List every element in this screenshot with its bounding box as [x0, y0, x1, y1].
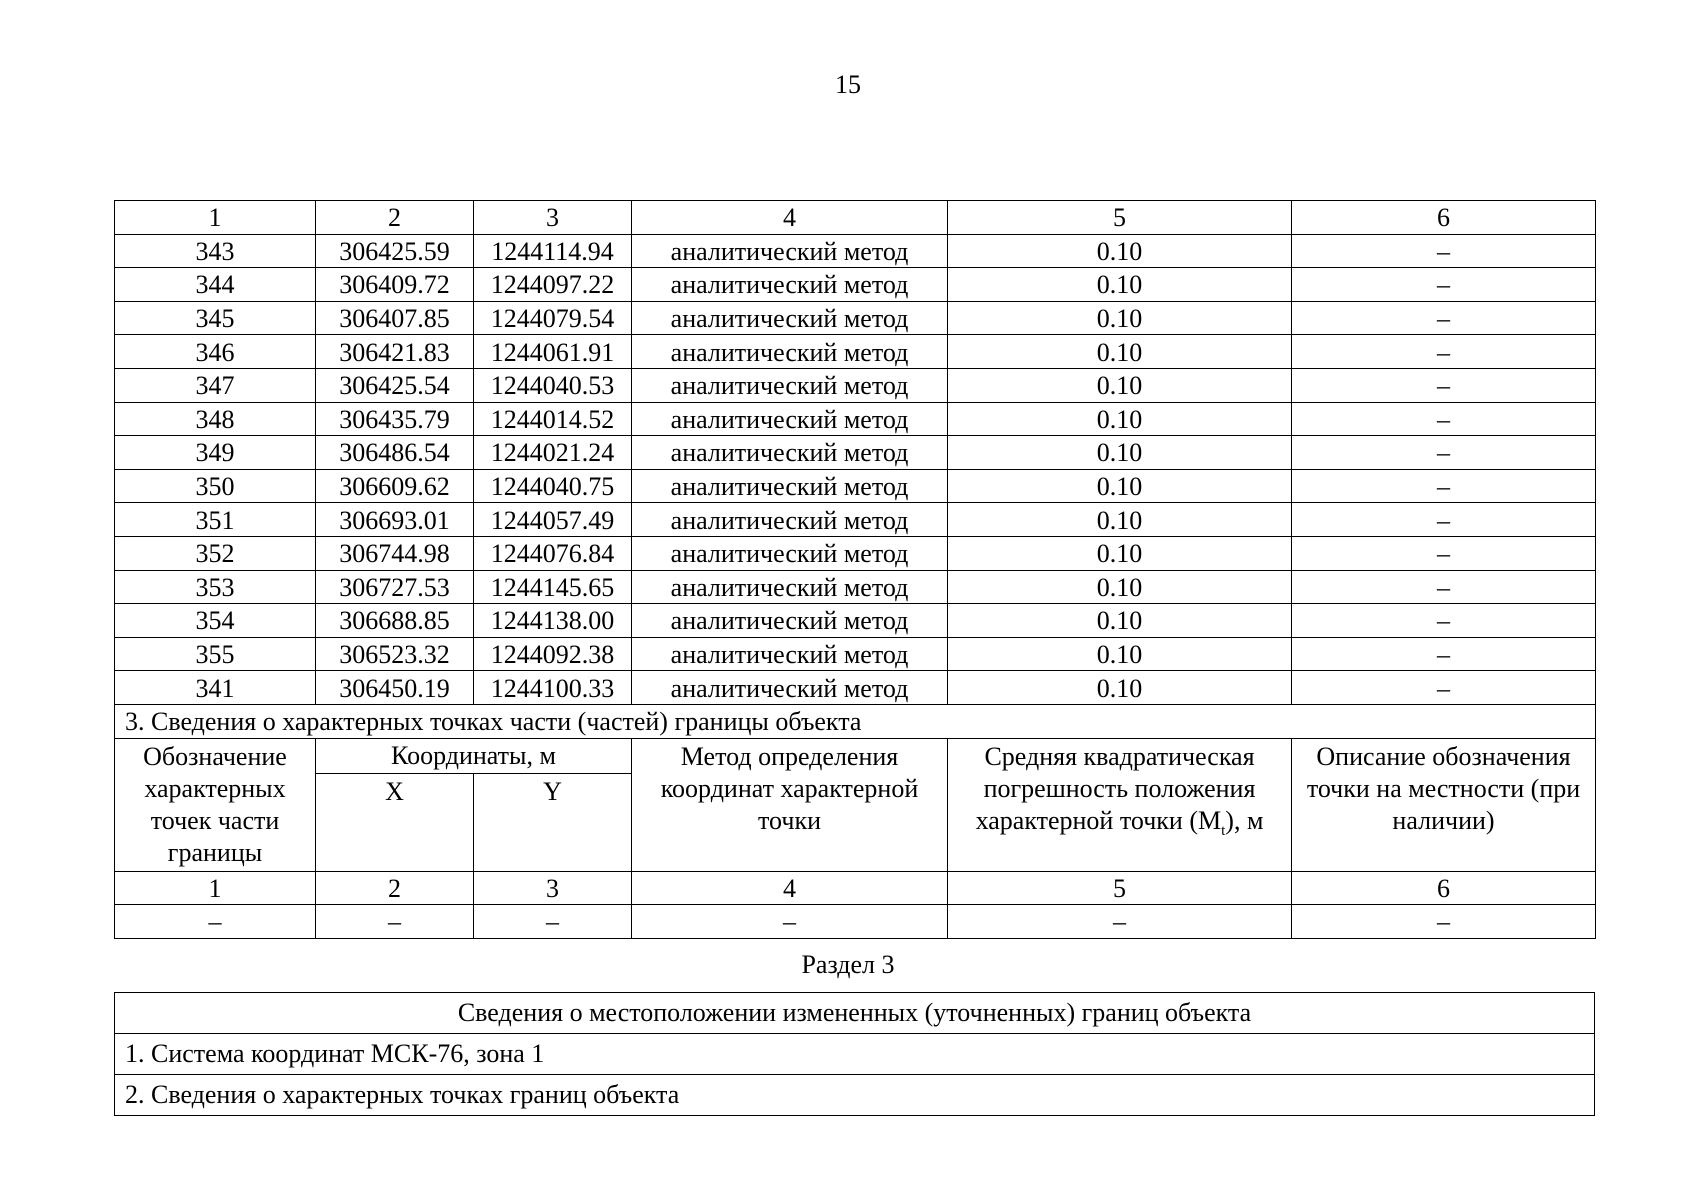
method-cell: аналитический метод	[632, 604, 948, 638]
point-id-cell: 354	[115, 604, 316, 638]
point-id-cell: 347	[115, 368, 316, 402]
x-header: X	[316, 773, 474, 871]
table-row	[115, 234, 1596, 268]
description-cell: –	[1292, 503, 1596, 537]
description-cell: –	[1292, 570, 1596, 604]
table-row	[115, 671, 1596, 705]
description-cell: –	[1292, 368, 1596, 402]
column-number: 1	[115, 871, 316, 905]
error-header	[948, 738, 1292, 871]
column-number: 3	[474, 871, 632, 905]
x-coordinate-cell: 306407.85	[316, 301, 474, 335]
part-empty-row	[115, 905, 1596, 939]
table-row	[115, 503, 1596, 537]
empty-cell: –	[1292, 905, 1596, 939]
y-coordinate-cell: 1244021.24	[474, 436, 632, 470]
error-cell: 0.10	[948, 301, 1292, 335]
part-header-row-1	[115, 738, 1596, 773]
points-title: 2. Сведения о характерных точках границ объекта	[115, 1075, 1595, 1116]
method-cell: аналитический метод	[632, 301, 948, 335]
x-coordinate-cell: 306609.62	[316, 469, 474, 503]
error-header-subscript: t	[1221, 822, 1226, 839]
table-row	[115, 402, 1596, 436]
column-number: 4	[632, 201, 948, 235]
table-row	[115, 604, 1596, 638]
description-cell: –	[1292, 234, 1596, 268]
description-cell: –	[1292, 301, 1596, 335]
y-coordinate-cell: 1244145.65	[474, 570, 632, 604]
method-cell: аналитический метод	[632, 637, 948, 671]
x-coordinate-cell: 306425.59	[316, 234, 474, 268]
coordinates-header: Координаты, м	[316, 738, 632, 773]
x-coordinate-cell: 306421.83	[316, 335, 474, 369]
description-cell: –	[1292, 268, 1596, 302]
error-cell: 0.10	[948, 570, 1292, 604]
point-id-cell: 345	[115, 301, 316, 335]
method-cell: аналитический метод	[632, 503, 948, 537]
x-coordinate-cell: 306688.85	[316, 604, 474, 638]
method-cell: аналитический метод	[632, 368, 948, 402]
part-section-title: 3. Сведения о характерных точках части (частей) границы объекта	[115, 704, 1596, 738]
y-coordinate-cell: 1244097.22	[474, 268, 632, 302]
point-id-cell: 344	[115, 268, 316, 302]
column-number: 1	[115, 201, 316, 235]
method-cell: аналитический метод	[632, 671, 948, 705]
point-id-cell: 349	[115, 436, 316, 470]
y-coordinate-cell: 1244138.00	[474, 604, 632, 638]
x-coordinate-cell: 306435.79	[316, 402, 474, 436]
point-id-cell: 341	[115, 671, 316, 705]
error-cell: 0.10	[948, 368, 1292, 402]
point-id-cell: 350	[115, 469, 316, 503]
y-coordinate-cell: 1244040.53	[474, 368, 632, 402]
y-coordinate-cell: 1244061.91	[474, 335, 632, 369]
point-id-cell: 348	[115, 402, 316, 436]
y-header: Y	[474, 773, 632, 871]
column-number-row	[115, 201, 1596, 235]
designation-header: Обозначение характерных точек части границы	[115, 738, 316, 871]
error-header-suffix: ), м	[1225, 805, 1264, 835]
method-cell: аналитический метод	[632, 469, 948, 503]
method-cell: аналитический метод	[632, 570, 948, 604]
description-cell: –	[1292, 436, 1596, 470]
y-coordinate-cell: 1244079.54	[474, 301, 632, 335]
error-cell: 0.10	[948, 402, 1292, 436]
column-number: 6	[1292, 201, 1596, 235]
y-coordinate-cell: 1244014.52	[474, 402, 632, 436]
y-coordinate-cell: 1244114.94	[474, 234, 632, 268]
description-cell: –	[1292, 604, 1596, 638]
section-heading: Раздел 3	[801, 950, 895, 979]
description-cell: –	[1292, 402, 1596, 436]
error-cell: 0.10	[948, 436, 1292, 470]
points-title-row	[115, 1075, 1595, 1116]
error-cell: 0.10	[948, 335, 1292, 369]
table-row	[115, 637, 1596, 671]
section3-title-row	[115, 993, 1595, 1034]
description-cell: –	[1292, 469, 1596, 503]
point-id-cell: 343	[115, 234, 316, 268]
table-row	[115, 536, 1596, 570]
error-cell: 0.10	[948, 268, 1292, 302]
part-section-title-row	[115, 704, 1596, 738]
y-coordinate-cell: 1244092.38	[474, 637, 632, 671]
empty-cell: –	[474, 905, 632, 939]
point-id-cell: 352	[115, 536, 316, 570]
column-number: 6	[1292, 871, 1596, 905]
y-coordinate-cell: 1244076.84	[474, 536, 632, 570]
column-number: 3	[474, 201, 632, 235]
column-number: 2	[316, 871, 474, 905]
column-number: 5	[948, 871, 1292, 905]
method-cell: аналитический метод	[632, 335, 948, 369]
table-row	[115, 469, 1596, 503]
column-number: 2	[316, 201, 474, 235]
table-row	[115, 268, 1596, 302]
method-cell: аналитический метод	[632, 234, 948, 268]
table-row	[115, 570, 1596, 604]
method-cell: аналитический метод	[632, 436, 948, 470]
section3-table	[114, 992, 1595, 1116]
coordinate-system: 1. Система координат МСК-76, зона 1	[115, 1034, 1595, 1075]
description-header: Описание обозначения точки на местности (при наличии)	[1292, 738, 1596, 871]
empty-cell: –	[948, 905, 1292, 939]
part-column-number-row	[115, 871, 1596, 905]
page-number: 15	[835, 70, 861, 99]
method-cell: аналитический метод	[632, 268, 948, 302]
coordinate-system-row	[115, 1034, 1595, 1075]
y-coordinate-cell: 1244100.33	[474, 671, 632, 705]
point-id-cell: 346	[115, 335, 316, 369]
method-header: Метод определения координат характерной точки	[632, 738, 948, 871]
error-cell: 0.10	[948, 604, 1292, 638]
method-cell: аналитический метод	[632, 402, 948, 436]
y-coordinate-cell: 1244057.49	[474, 503, 632, 537]
x-coordinate-cell: 306693.01	[316, 503, 474, 537]
x-coordinate-cell: 306523.32	[316, 637, 474, 671]
point-id-cell: 353	[115, 570, 316, 604]
coordinates-table	[114, 200, 1596, 939]
error-header-prefix: Средняя квадратическая погрешность положения характерной точки (M	[975, 741, 1256, 835]
empty-cell: –	[115, 905, 316, 939]
x-coordinate-cell: 306425.54	[316, 368, 474, 402]
x-coordinate-cell: 306727.53	[316, 570, 474, 604]
description-cell: –	[1292, 671, 1596, 705]
error-cell: 0.10	[948, 671, 1292, 705]
method-cell: аналитический метод	[632, 536, 948, 570]
empty-cell: –	[632, 905, 948, 939]
x-coordinate-cell: 306450.19	[316, 671, 474, 705]
description-cell: –	[1292, 335, 1596, 369]
column-number: 5	[948, 201, 1292, 235]
x-coordinate-cell: 306409.72	[316, 268, 474, 302]
error-cell: 0.10	[948, 536, 1292, 570]
error-cell: 0.10	[948, 234, 1292, 268]
y-coordinate-cell: 1244040.75	[474, 469, 632, 503]
column-number: 4	[632, 871, 948, 905]
error-cell: 0.10	[948, 469, 1292, 503]
description-cell: –	[1292, 637, 1596, 671]
table-row	[115, 368, 1596, 402]
point-id-cell: 351	[115, 503, 316, 537]
x-coordinate-cell: 306744.98	[316, 536, 474, 570]
empty-cell: –	[316, 905, 474, 939]
error-cell: 0.10	[948, 637, 1292, 671]
table-row	[115, 335, 1596, 369]
error-cell: 0.10	[948, 503, 1292, 537]
description-cell: –	[1292, 536, 1596, 570]
x-coordinate-cell: 306486.54	[316, 436, 474, 470]
table-row	[115, 301, 1596, 335]
point-id-cell: 355	[115, 637, 316, 671]
section3-title: Сведения о местоположении измененных (уточненных) границ объекта	[115, 993, 1595, 1034]
table-row	[115, 436, 1596, 470]
